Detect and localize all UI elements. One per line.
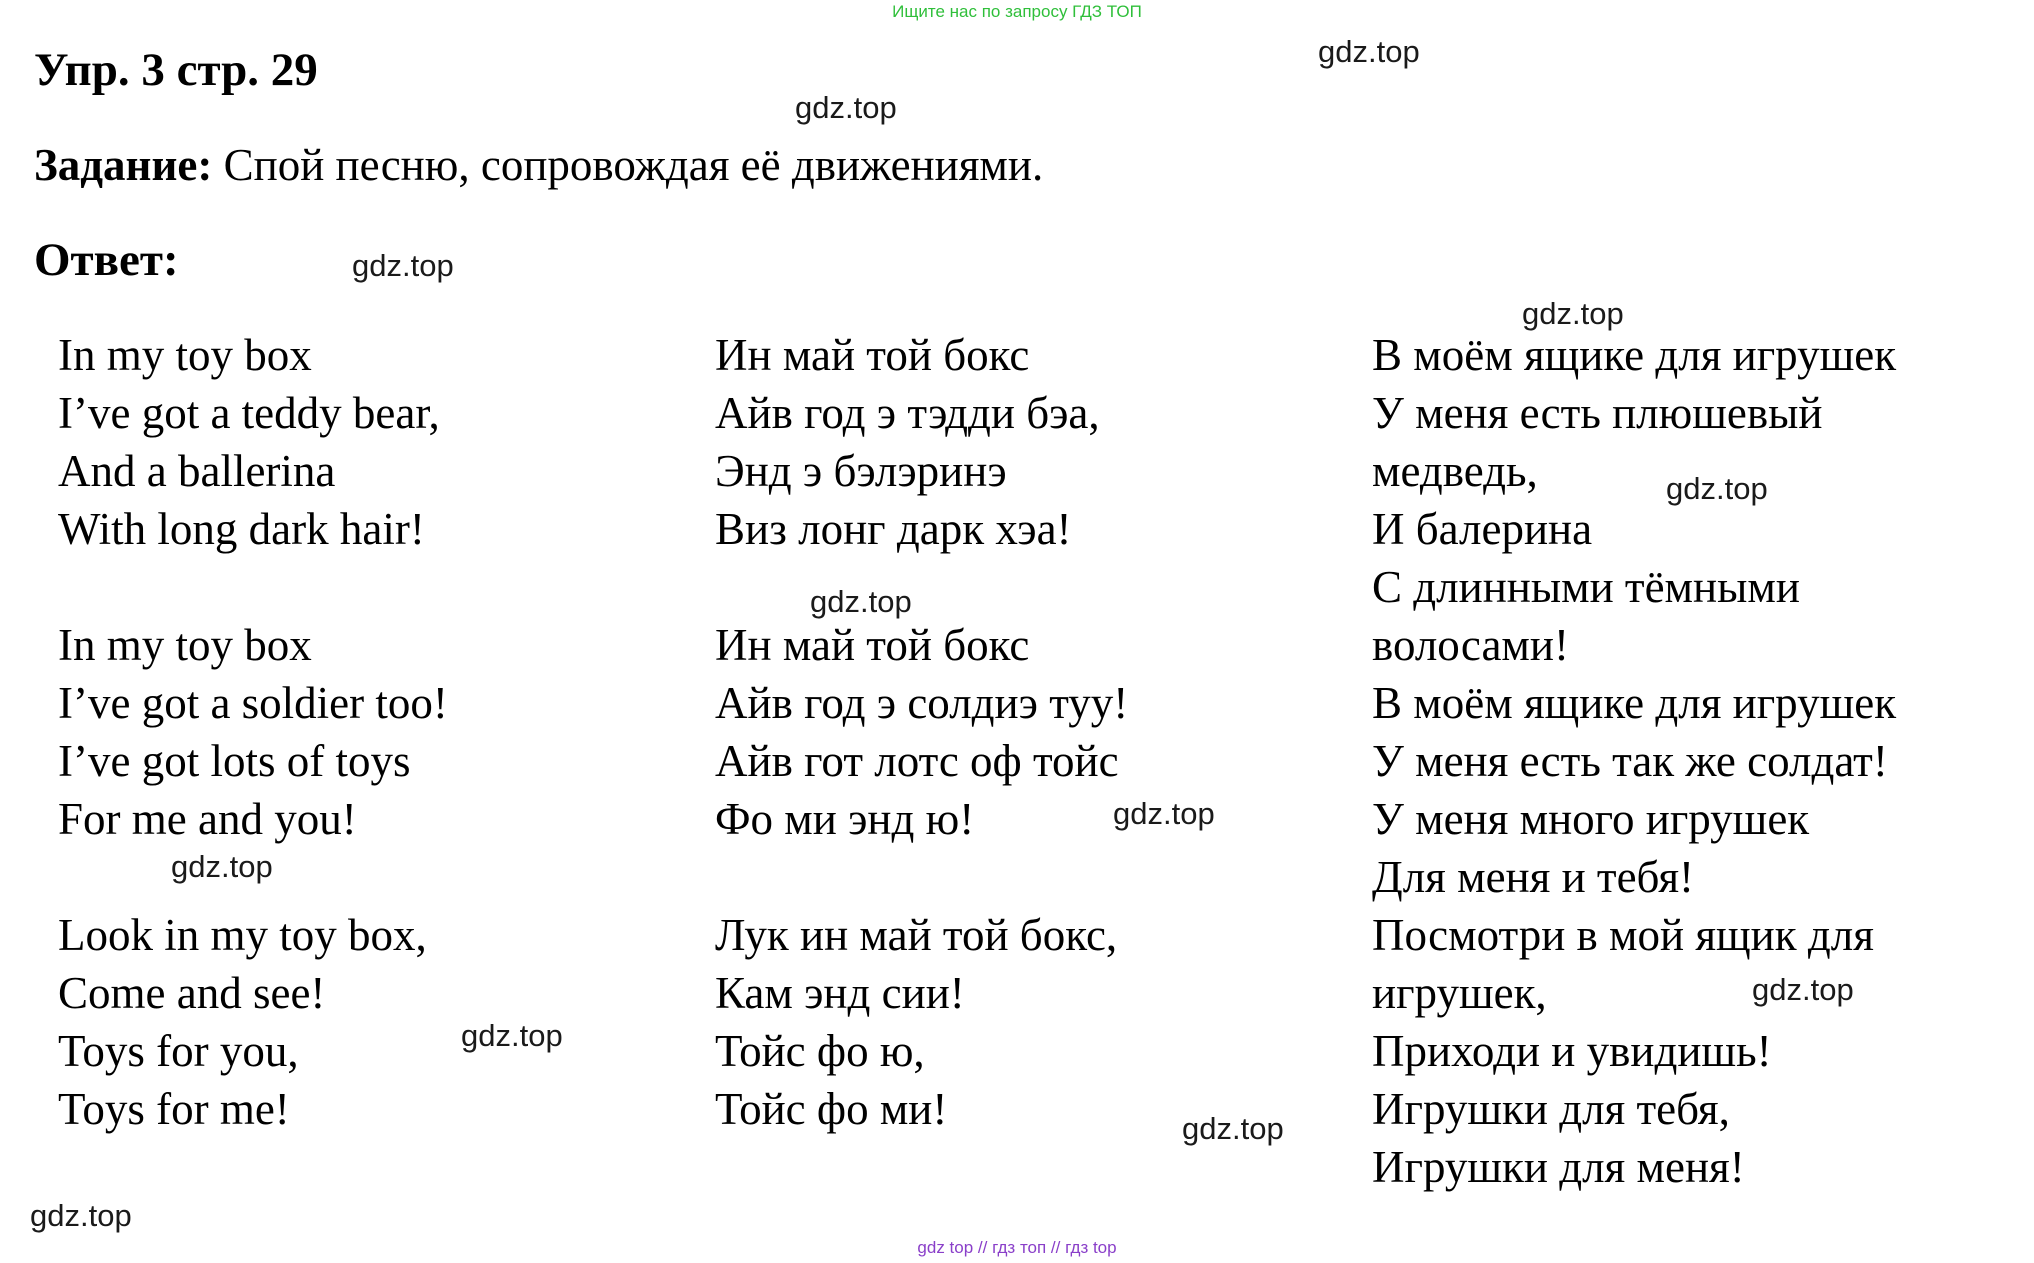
lyric-line: In my toy box bbox=[58, 620, 312, 670]
lyric-line: With long dark hair! bbox=[58, 504, 425, 554]
watermark: gdz.top bbox=[1522, 296, 1624, 331]
answer-label: Ответ: bbox=[34, 234, 179, 286]
lyric-line: I’ve got a teddy bear, bbox=[58, 388, 440, 438]
translation-line: У меня есть так же солдат! bbox=[1372, 736, 1888, 786]
transcription-line: Айв год э солдиэ туу! bbox=[715, 678, 1129, 728]
lyric-line: Toys for you, bbox=[58, 1026, 299, 1076]
watermark: gdz.top bbox=[461, 1018, 563, 1053]
translation-line: волосами! bbox=[1372, 620, 1569, 670]
translation-line: С длинными тёмными bbox=[1372, 562, 1800, 612]
footer-links: gdz top // гдз топ // гдз top bbox=[917, 1238, 1117, 1257]
transcription-line: Айв гот лотс оф тойс bbox=[715, 736, 1119, 786]
transcription-line: Фо ми энд ю! bbox=[715, 794, 975, 844]
watermark: gdz.top bbox=[352, 248, 454, 283]
lyric-line: Toys for me! bbox=[58, 1084, 290, 1134]
translation-line: Посмотри в мой ящик для bbox=[1372, 910, 1874, 960]
watermark: gdz.top bbox=[795, 90, 897, 125]
watermark: gdz.top bbox=[1318, 34, 1420, 69]
watermark: gdz.top bbox=[1182, 1111, 1284, 1146]
translation-line: У меня есть плюшевый bbox=[1372, 388, 1823, 438]
translation-line: Для меня и тебя! bbox=[1372, 852, 1695, 902]
transcription-line: Лук ин май той бокс, bbox=[715, 910, 1118, 960]
russian-translation bbox=[1372, 326, 2012, 1196]
verse-gap bbox=[58, 848, 658, 906]
task-label: Задание: bbox=[34, 140, 213, 190]
lyric-line: And a ballerina bbox=[58, 446, 336, 496]
verse-gap bbox=[715, 848, 1315, 906]
translation-line: У меня много игрушек bbox=[1372, 794, 1810, 844]
translation-line: В моём ящике для игрушек bbox=[1372, 330, 1897, 380]
translation-line: Игрушки для меня! bbox=[1372, 1142, 1745, 1192]
lyric-line: I’ve got lots of toys bbox=[58, 736, 411, 786]
transcription-line: Ин май той бокс bbox=[715, 620, 1030, 670]
watermark: gdz.top bbox=[1113, 796, 1215, 831]
lyric-line: For me and you! bbox=[58, 794, 357, 844]
transcription-line: Виз лонг дарк хэа! bbox=[715, 504, 1072, 554]
task-text: Спой песню, сопровождая её движениями. bbox=[212, 140, 1044, 190]
translation-line: игрушек, bbox=[1372, 968, 1547, 1018]
transcription-line: Кам энд сии! bbox=[715, 968, 965, 1018]
watermark: gdz.top bbox=[171, 849, 273, 884]
translation-line: Приходи и увидишь! bbox=[1372, 1026, 1772, 1076]
translation-line: В моём ящике для игрушек bbox=[1372, 678, 1897, 728]
transcription-lyrics bbox=[715, 326, 1315, 1138]
verse-gap bbox=[715, 558, 1315, 616]
watermark: gdz.top bbox=[810, 584, 912, 619]
top-banner: Ищите нас по запросу ГДЗ ТОП bbox=[892, 2, 1142, 21]
lyric-line: In my toy box bbox=[58, 330, 312, 380]
watermark: gdz.top bbox=[30, 1198, 132, 1233]
transcription-line: Айв год э тэдди бэа, bbox=[715, 388, 1100, 438]
watermark: gdz.top bbox=[1752, 972, 1854, 1007]
page-title: Упр. 3 стр. 29 bbox=[34, 44, 318, 96]
translation-line: медведь, bbox=[1372, 446, 1538, 496]
translation-line: И балерина bbox=[1372, 504, 1593, 554]
translation-line: Игрушки для тебя, bbox=[1372, 1084, 1730, 1134]
transcription-line: Тойс фо ми! bbox=[715, 1084, 948, 1134]
transcription-line: Энд э бэлэринэ bbox=[715, 446, 1007, 496]
verse-gap bbox=[58, 558, 658, 616]
lyric-line: I’ve got a soldier too! bbox=[58, 678, 448, 728]
task-statement bbox=[34, 138, 1043, 192]
watermark: gdz.top bbox=[1666, 471, 1768, 506]
transcription-line: Тойс фо ю, bbox=[715, 1026, 925, 1076]
transcription-line: Ин май той бокс bbox=[715, 330, 1030, 380]
english-lyrics bbox=[58, 326, 658, 1138]
lyric-line: Look in my toy box, bbox=[58, 910, 427, 960]
lyric-line: Come and see! bbox=[58, 968, 326, 1018]
